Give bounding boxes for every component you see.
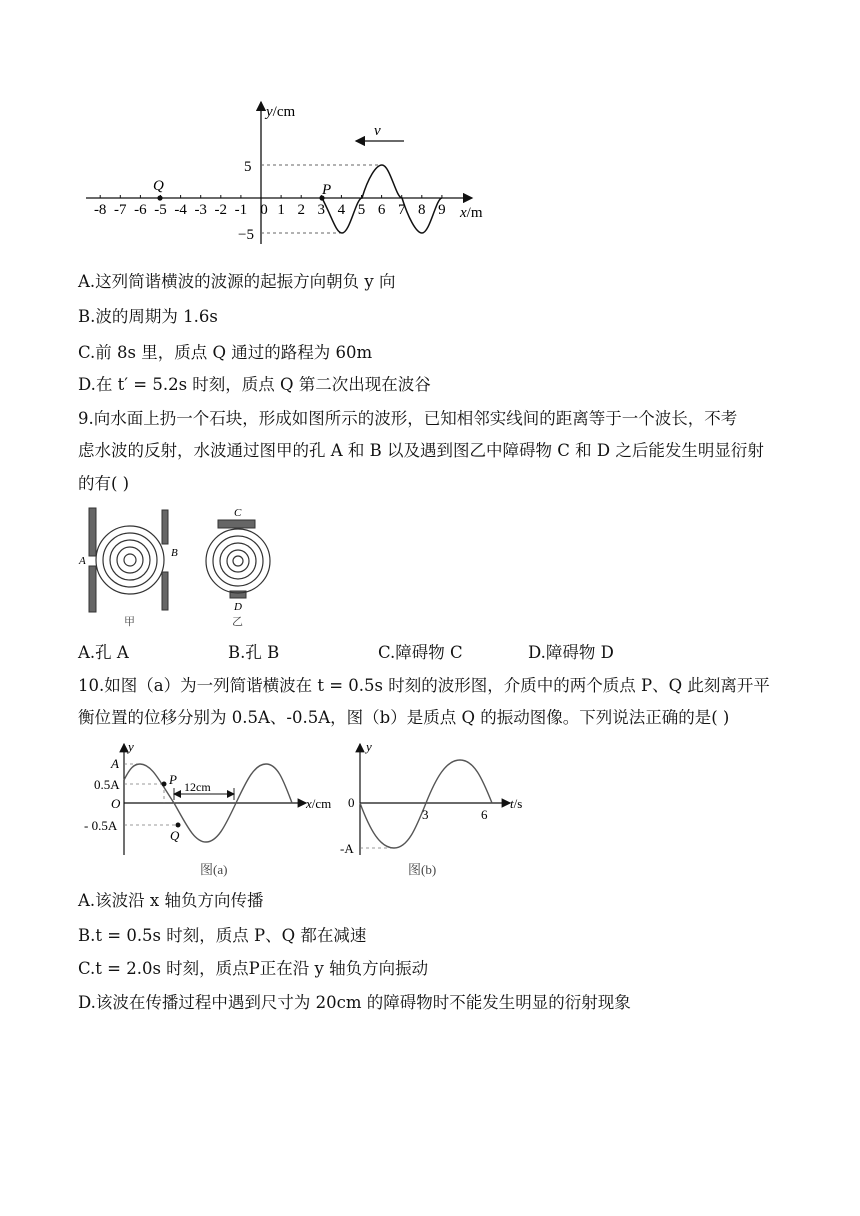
fig-a-point-q xyxy=(176,823,181,828)
q9-option-a: A.孔 A xyxy=(78,643,129,662)
hole-b-label: B xyxy=(171,547,178,559)
q9-stem-line-3: 的有( ) xyxy=(78,474,130,493)
x-axis-label: x/m xyxy=(460,205,483,221)
figure-a-wave xyxy=(78,738,348,880)
q9-stem-line-1: 9.向水面上扔一个石块，形成如图所示的波形，已知相邻实线间的距离等于一个波长，不考 xyxy=(78,409,738,428)
x-tick-label: 0 xyxy=(260,202,268,218)
barrier-left-top xyxy=(89,508,96,556)
q8-option-a: A.这列简谐横波的波源的起振方向朝负 y 向 xyxy=(78,272,396,291)
wave-graph-figure xyxy=(80,96,500,246)
fig-b-vibration-curve xyxy=(360,760,492,848)
x-tick-label: -7 xyxy=(114,202,127,218)
q9-option-b: B.孔 B xyxy=(228,643,280,662)
x-tick-label: -2 xyxy=(214,202,228,218)
fig-b-t6-label: 6 xyxy=(481,807,488,822)
point-p-label: P xyxy=(322,182,332,198)
y-min-label: −5 xyxy=(238,227,254,243)
y-max-label: 5 xyxy=(244,159,252,175)
point-q-label: Q xyxy=(153,178,164,194)
fig-b-zero-label: 0 xyxy=(348,795,355,810)
q10-stem-line-1: 10.如图（a）为一列简谐横波在 t = 0.5s 时刻的波形图，介质中的两个质点 P、Q 此刻离开平 xyxy=(78,676,770,695)
x-tick-label: -6 xyxy=(134,202,147,218)
water-wave-figure xyxy=(78,504,288,630)
x-tick-label: -3 xyxy=(194,202,207,218)
panel-yi-caption: 乙 xyxy=(232,616,243,628)
wave-curve xyxy=(322,165,442,233)
q9-option-d: D.障碍物 D xyxy=(528,643,614,662)
x-tick-label: -8 xyxy=(93,202,107,218)
obstacle-d-label: D xyxy=(234,601,242,613)
fig-a-neg-half-label: - 0.5A xyxy=(84,818,118,833)
fig-b-caption: 图(b) xyxy=(408,862,437,877)
ripples-yi xyxy=(206,529,270,593)
x-tick-label: 5 xyxy=(357,202,366,218)
x-tick-label: 7 xyxy=(397,202,406,218)
fig-b-t3-label: 3 xyxy=(422,807,429,822)
fig-a-amp-label: A xyxy=(111,756,119,771)
q9-option-c: C.障碍物 C xyxy=(378,643,463,662)
q10-option-b: B.t = 0.5s 时刻，质点 P、Q 都在减速 xyxy=(78,926,367,945)
fig-b-t-label: t/s xyxy=(510,796,523,811)
velocity-label: v xyxy=(374,123,381,139)
x-tick-label: 6 xyxy=(377,202,386,218)
x-tick-label: 3 xyxy=(317,202,326,218)
y-axis-label: y/cm xyxy=(266,104,296,120)
fig-a-point-p xyxy=(162,782,167,787)
fig-a-x-label: x/cm xyxy=(306,796,332,811)
fig-a-caption: 图(a) xyxy=(200,862,228,877)
fig-a-origin-label: O xyxy=(111,796,121,811)
ripples-jia xyxy=(96,526,164,594)
x-tick-label: 2 xyxy=(297,202,305,218)
q8-option-d: D.在 t′ = 5.2s 时刻，质点 Q 第二次出现在波谷 xyxy=(78,375,431,394)
fig-a-y-label: y xyxy=(128,739,134,754)
x-tick-label: 9 xyxy=(438,202,446,218)
fig-a-p-label: P xyxy=(169,772,177,787)
figure-b-vibration xyxy=(336,738,536,880)
q10-option-d: D.该波在传播过程中遇到尺寸为 20cm 的障碍物时不能发生明显的衍射现象 xyxy=(78,993,631,1012)
panel-jia-caption: 甲 xyxy=(124,616,135,628)
q9-stem-line-2: 虑水波的反射，水波通过图甲的孔 A 和 B 以及遇到图乙中障碍物 C 和 D 之后能发生明显衍射 xyxy=(78,441,764,460)
q10-option-c: C.t = 2.0s 时刻，质点P正在沿 y 轴负方向振动 xyxy=(78,959,429,978)
obstacle-c xyxy=(218,520,255,528)
x-tick-label: 4 xyxy=(337,202,346,218)
obstacle-c-label: C xyxy=(234,507,242,519)
barrier-left-bottom xyxy=(89,566,96,612)
x-tick-label: 8 xyxy=(418,202,426,218)
q10-stem-line-2: 衡位置的位移分别为 0.5A、-0.5A，图（b）是质点 Q 的振动图像。下列说法正确的是( ) xyxy=(78,708,730,727)
fig-a-q-label: Q xyxy=(170,828,180,843)
hole-a-label: A xyxy=(79,555,86,567)
x-tick-label: -4 xyxy=(174,202,187,218)
fig-b-neg-amp-label: -A xyxy=(340,841,354,856)
q8-option-c: C.前 8s 里，质点 Q 通过的路程为 60m xyxy=(78,343,373,362)
fig-b-y-label: y xyxy=(366,739,372,754)
x-tick-label: -5 xyxy=(154,202,167,218)
barrier-right-bottom xyxy=(162,572,168,610)
q8-option-b: B.波的周期为 1.6s xyxy=(78,307,218,326)
x-tick-label: -1 xyxy=(234,202,248,218)
barrier-right-top xyxy=(162,510,168,544)
fig-a-half-label: 0.5A xyxy=(94,777,120,792)
fig-a-distance-label: 12cm xyxy=(184,780,211,794)
q10-option-a: A.该波沿 x 轴负方向传播 xyxy=(78,891,264,910)
x-tick-label: 1 xyxy=(277,202,285,218)
